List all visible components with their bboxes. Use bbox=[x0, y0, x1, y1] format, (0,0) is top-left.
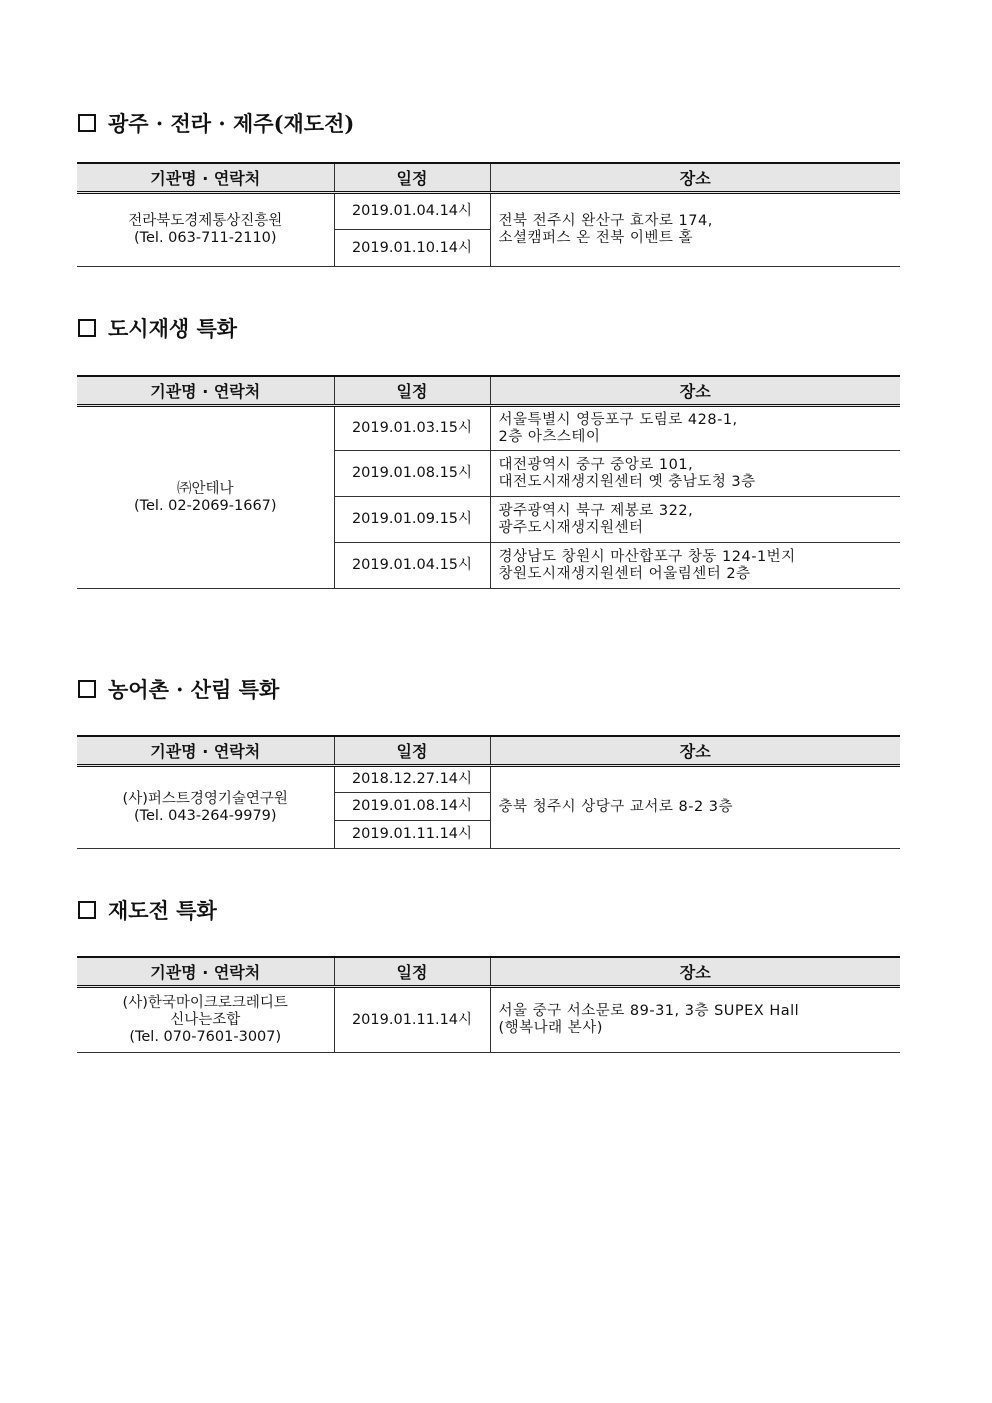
place-line: 대전도시재생지원센터 옛 충남도청 3층 bbox=[498, 473, 756, 490]
place-line: 소셜캠퍼스 온 전북 이벤트 홀 bbox=[498, 230, 694, 246]
checkbox-square-icon bbox=[78, 680, 96, 698]
date-cell: 2019.01.10.14시 bbox=[334, 230, 490, 267]
section-heading-gwangju bbox=[78, 108, 354, 138]
checkbox-square-icon bbox=[78, 319, 96, 337]
col-header-place: 장소 bbox=[490, 736, 900, 766]
col-header-place: 장소 bbox=[490, 376, 900, 406]
checkbox-square-icon bbox=[78, 114, 96, 132]
col-header-org: 기관명 · 연락처 bbox=[77, 163, 334, 193]
org-tel: (Tel. 02-2069-1667) bbox=[133, 497, 277, 514]
section-title: 농어촌 · 산림 특화 bbox=[108, 677, 280, 702]
org-name: 전라북도경제통상진흥원 bbox=[128, 213, 283, 229]
date-cell: 2019.01.03.15시 bbox=[334, 406, 490, 451]
table-row bbox=[77, 987, 900, 1053]
place-line: 광주광역시 북구 제봉로 322, bbox=[498, 502, 694, 519]
place-line: 광주도시재생지원센터 bbox=[498, 519, 644, 536]
section-heading-urban-regeneration bbox=[78, 313, 237, 343]
checkbox-square-icon bbox=[78, 901, 96, 919]
table-header-row bbox=[77, 957, 900, 987]
table-header-row bbox=[77, 376, 900, 406]
section-title: 도시재생 특화 bbox=[108, 316, 238, 341]
org-cell bbox=[77, 987, 334, 1053]
place-line: 경상남도 창원시 마산합포구 창동 124-1번지 bbox=[498, 548, 796, 565]
col-header-date: 일정 bbox=[334, 736, 490, 766]
place-line: 2층 아츠스테이 bbox=[498, 428, 601, 445]
org-tel: (Tel. 043-264-9979) bbox=[133, 807, 277, 824]
place-cell bbox=[490, 543, 900, 589]
place-cell bbox=[490, 987, 900, 1053]
place-cell bbox=[490, 406, 900, 451]
date-cell: 2019.01.08.15시 bbox=[334, 451, 490, 497]
org-name: 신나는조합 bbox=[170, 1011, 241, 1028]
org-cell bbox=[77, 193, 334, 267]
date-cell: 2019.01.09.15시 bbox=[334, 497, 490, 543]
section-heading-rural-forest bbox=[78, 674, 279, 704]
place-line: (행복나래 본사) bbox=[498, 1020, 603, 1036]
table-header-row bbox=[77, 163, 900, 193]
place-line: 전북 전주시 완산구 효자로 174, bbox=[498, 213, 713, 229]
col-header-org: 기관명 · 연락처 bbox=[77, 957, 334, 987]
date-cell: 2019.01.04.15시 bbox=[334, 543, 490, 589]
place-line: 대전광역시 중구 중앙로 101, bbox=[498, 456, 694, 473]
date-cell: 2019.01.11.14시 bbox=[334, 821, 490, 849]
col-header-place: 장소 bbox=[490, 957, 900, 987]
table-header-row bbox=[77, 736, 900, 766]
table-row bbox=[77, 406, 900, 451]
org-cell bbox=[77, 406, 334, 589]
col-header-org: 기관명 · 연락처 bbox=[77, 376, 334, 406]
schedule-table-gwangju bbox=[77, 162, 900, 267]
place-cell bbox=[490, 451, 900, 497]
col-header-place: 장소 bbox=[490, 163, 900, 193]
col-header-date: 일정 bbox=[334, 957, 490, 987]
table-row bbox=[77, 766, 900, 793]
org-name: ㈜안테나 bbox=[176, 480, 234, 497]
schedule-table-urban-regeneration bbox=[77, 375, 900, 589]
org-name: (사)퍼스트경영기술연구원 bbox=[122, 790, 288, 807]
section-heading-retry bbox=[78, 895, 217, 925]
place-line: 창원도시재생지원센터 어울림센터 2층 bbox=[498, 565, 751, 582]
schedule-table-rural-forest bbox=[77, 735, 900, 849]
org-cell bbox=[77, 766, 334, 849]
place-cell bbox=[490, 497, 900, 543]
date-cell: 2019.01.08.14시 bbox=[334, 793, 490, 821]
org-tel: (Tel. 063-711-2110) bbox=[133, 230, 277, 246]
table-row bbox=[77, 193, 900, 230]
col-header-org: 기관명 · 연락처 bbox=[77, 736, 334, 766]
col-header-date: 일정 bbox=[334, 376, 490, 406]
date-cell: 2019.01.04.14시 bbox=[334, 193, 490, 230]
org-tel: (Tel. 070-7601-3007) bbox=[129, 1028, 282, 1045]
place-line: 서울 중구 서소문로 89-31, 3층 SUPEX Hall bbox=[498, 1003, 800, 1019]
place-cell: 충북 청주시 상당구 교서로 8-2 3층 bbox=[490, 766, 900, 849]
date-cell: 2018.12.27.14시 bbox=[334, 766, 490, 793]
col-header-date: 일정 bbox=[334, 163, 490, 193]
org-name: (사)한국마이크로크레디트 bbox=[122, 994, 288, 1011]
schedule-table-retry bbox=[77, 956, 900, 1053]
place-line: 서울특별시 영등포구 도림로 428-1, bbox=[498, 411, 738, 428]
section-title: 재도전 특화 bbox=[108, 898, 217, 923]
date-cell: 2019.01.11.14시 bbox=[334, 987, 490, 1053]
section-title: 광주 · 전라 · 제주(재도전) bbox=[108, 111, 355, 136]
place-cell bbox=[490, 193, 900, 267]
